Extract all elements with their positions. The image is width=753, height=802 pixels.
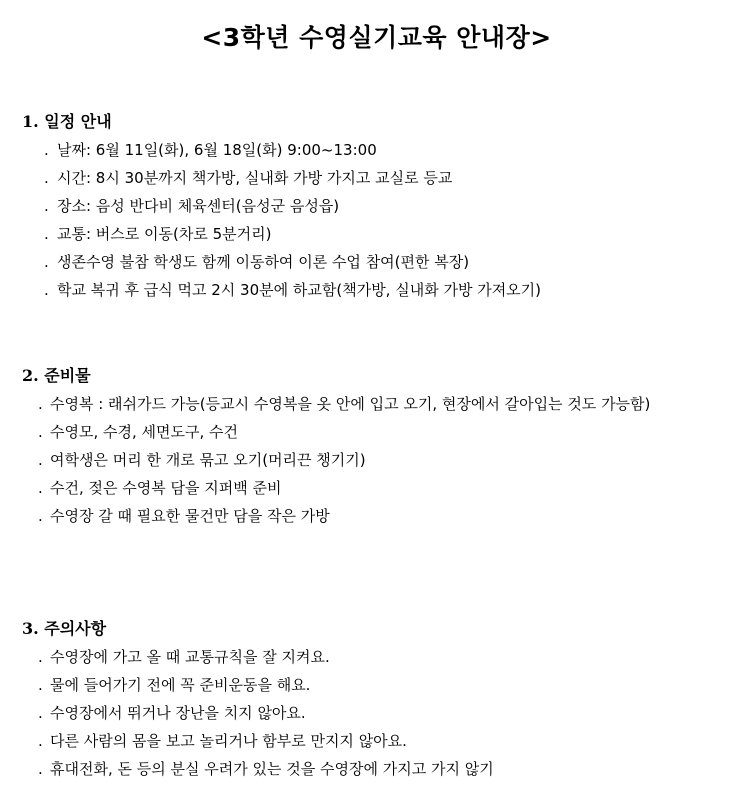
- list-item: [22, 248, 737, 276]
- list-item: [22, 727, 737, 755]
- item-text: 수영장 갈 때 필요한 물건만 담을 작은 가방: [50, 507, 330, 525]
- page-title: <3학년 수영실기교육 안내장>: [201, 23, 552, 52]
- item-text: 수영장에 가고 올 때 교통규칙을 잘 지켜요.: [50, 648, 330, 666]
- list-item: [22, 276, 737, 304]
- list-item: [22, 164, 737, 192]
- list-item: [22, 474, 737, 502]
- item-text: 시간: 8시 30분까지 책가방, 실내화 가방 가지고 교실로 등교: [57, 169, 453, 187]
- section-heading: 1. 일정 안내: [22, 112, 112, 131]
- list-item: [22, 390, 737, 418]
- item-text: 수영장에서 뛰거나 장난을 치지 않아요.: [50, 704, 306, 722]
- section-schedule: [22, 108, 737, 304]
- list-item: [22, 502, 737, 530]
- list-item: [22, 699, 737, 727]
- bullet: .: [44, 281, 49, 299]
- item-text: 여학생은 머리 한 개로 묶고 오기(머리끈 챙기기): [50, 451, 366, 469]
- list-item: [22, 418, 737, 446]
- item-text: 휴대전화, 돈 등의 분실 우려가 있는 것을 수영장에 가지고 가지 않기: [50, 760, 494, 778]
- item-text: 생존수영 불참 학생도 함께 이동하여 이론 수업 참여(편한 복장): [57, 253, 470, 271]
- schedule-list: [22, 136, 737, 304]
- bullet: .: [44, 141, 49, 159]
- section-heading: 2. 준비물: [22, 366, 91, 385]
- bullet: .: [38, 395, 43, 413]
- bullet: .: [38, 648, 43, 666]
- list-item: [22, 671, 737, 699]
- bullet: .: [38, 423, 43, 441]
- list-item: [22, 755, 737, 783]
- bullet: .: [44, 253, 49, 271]
- bullet: .: [44, 225, 49, 243]
- bullet: .: [38, 676, 43, 694]
- item-text: 교통: 버스로 이동(차로 5분거리): [57, 225, 272, 243]
- list-item: [22, 192, 737, 220]
- section-heading: 3. 주의사항: [22, 619, 107, 638]
- bullet: .: [38, 704, 43, 722]
- item-text: 수영복 : 래쉬가드 가능(등교시 수영복을 옷 안에 입고 오기, 현장에서 갈아입는 것도 가능함): [50, 395, 651, 413]
- precautions-list: [22, 643, 737, 783]
- list-item: [22, 136, 737, 164]
- bullet: .: [44, 169, 49, 187]
- supplies-list: [22, 390, 737, 530]
- bullet: .: [38, 760, 43, 778]
- item-text: 날짜: 6월 11일(화), 6월 18일(화) 9:00~13:00: [57, 141, 377, 159]
- section-supplies: [22, 362, 737, 530]
- item-text: 장소: 음성 반다비 체육센터(음성군 음성읍): [57, 197, 340, 215]
- section-precautions: [22, 615, 737, 783]
- item-text: 수건, 젖은 수영복 담을 지퍼백 준비: [50, 479, 282, 497]
- item-text: 다른 사람의 몸을 보고 놀리거나 함부로 만지지 않아요.: [50, 732, 407, 750]
- list-item: [22, 446, 737, 474]
- bullet: .: [38, 451, 43, 469]
- item-text: 학교 복귀 후 급식 먹고 2시 30분에 하교함(책가방, 실내화 가방 가져오기): [57, 281, 542, 299]
- bullet: .: [38, 507, 43, 525]
- bullet: .: [38, 732, 43, 750]
- item-text: 물에 들어가기 전에 꼭 준비운동을 해요.: [50, 676, 311, 694]
- bullet: .: [44, 197, 49, 215]
- list-item: [22, 643, 737, 671]
- list-item: [22, 220, 737, 248]
- bullet: .: [38, 479, 43, 497]
- item-text: 수영모, 수경, 세면도구, 수건: [50, 423, 238, 441]
